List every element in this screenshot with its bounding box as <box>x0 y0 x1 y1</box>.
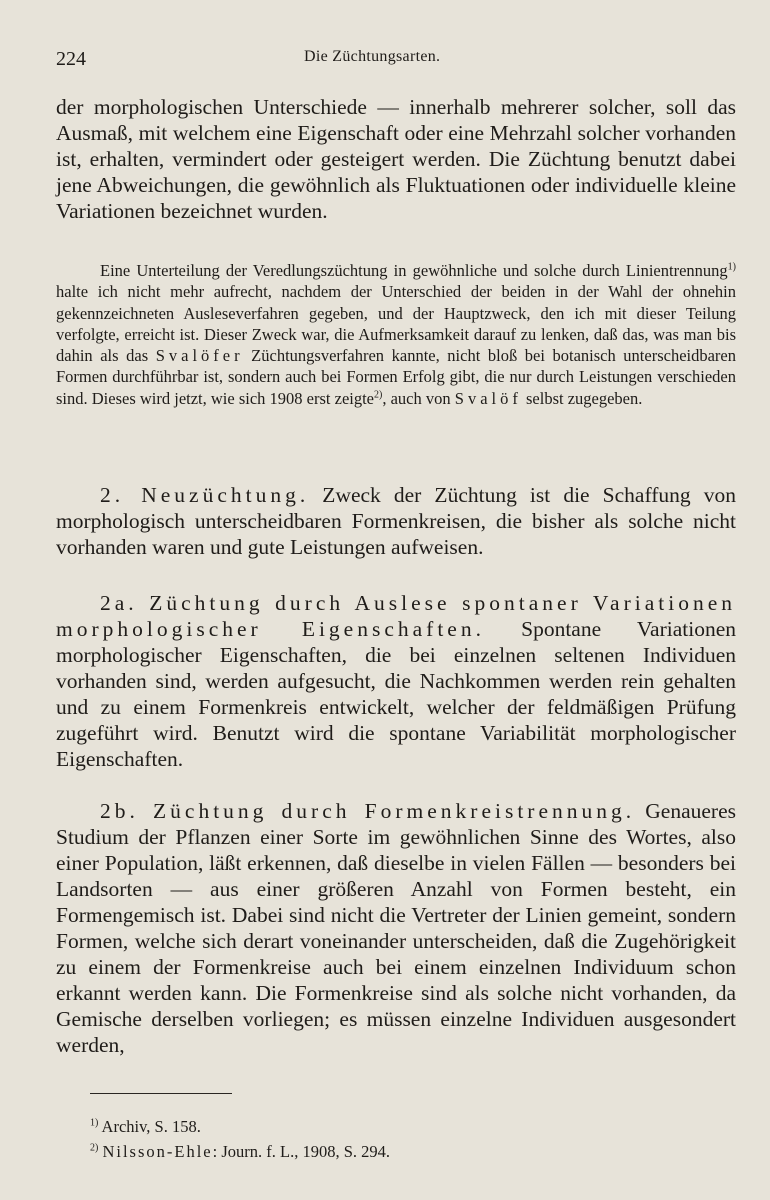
footnote-divider <box>90 1093 232 1094</box>
note-text-5: selbst zugegeben. <box>521 388 643 408</box>
running-title: Die Züchtungsarten. <box>304 48 441 65</box>
intro-paragraph: der morphologischen Unterschiede — innerhalb mehrerer solcher, soll das Ausmaß, mit welchem eine Eigenschaft oder eine Mehrzahl solcher vorhanden ist, erhalten, vermindert oder gesteigert werden. Die Züchtung benutzt dabei jene Abweichungen, die gewöhnlich als Fluktuationen oder individuelle kleine Variationen bezeichnet wurden. <box>56 95 736 223</box>
footnote-2-marker: 2) <box>90 1142 99 1154</box>
footnote-2-author: Nilsson-Ehle <box>102 1142 213 1161</box>
section-2-heading: 2. Neuzüchtung. <box>100 483 310 507</box>
footnote-2 <box>90 1139 690 1164</box>
note-svaloef: Svalöf <box>454 388 522 408</box>
section-2a-paragraph <box>56 590 736 772</box>
section-2-paragraph <box>56 482 736 560</box>
footnote-2-text: : Journ. f. L., 1908, S. 294. <box>212 1142 391 1161</box>
note-text-1: Eine Unterteilung der Veredlungszüchtung in gewöhnliche und solche durch Linientrennung <box>100 261 728 280</box>
note-text-4: , auch von <box>382 388 455 408</box>
note-paragraph <box>56 260 736 409</box>
page-number: 224 <box>56 48 86 70</box>
note-text-3: Züchtungsverfahren kannte, nicht bloß bei botanisch unterscheidbaren Formen durchführbar ist, sondern auch bei Formen Erfolg gibt, die nur durch Leistungen verschieden sind. Dieses wird jetzt, wie sich 1908 erst zeigte <box>56 346 736 408</box>
page-header <box>56 48 736 74</box>
footnote-ref-2: 2) <box>374 389 383 401</box>
note-svaloefer: Svalöfer <box>155 346 244 366</box>
section-2a-heading: 2a. Züchtung durch Auslese spontaner Variationen morphologischer Eigenschaften. <box>56 591 736 641</box>
footnote-ref-1: 1) <box>727 261 736 273</box>
section-2b-heading: 2b. Züchtung durch Formenkreistrennung. <box>100 799 636 823</box>
footnote-1 <box>90 1114 690 1139</box>
section-2a-text: Spontane Variationen morphologischer Eigenschaften, die bei einzelnen seltenen Individuen vorhanden sind, werden aufgesucht, die Nachkommen werden rein gehalten und zu einem Formenkreis entwickelt, welcher der feldmäßigen Prüfung zugeführt wird. Benutzt wird die spontane Variabilität morphologischer Eigenschaften. <box>56 617 736 771</box>
note-text-2: halte ich nicht mehr aufrecht, nachdem der Unterschied der beiden in der Wahl der ohnehin gekennzeichneten Ausleseverfahren gegeben, und der Hauptzweck, den ich mit dieser Teilung verfolgte, erreicht ist. Dieser Zweck war, die Aufmerksamkeit darauf zu lenken, daß das, was man bis dahin als das <box>56 282 736 366</box>
footnote-1-text: Archiv, S. 158. <box>98 1117 201 1136</box>
footnotes <box>90 1114 690 1164</box>
section-2b-paragraph <box>56 798 736 1058</box>
section-2-text: Zweck der Züchtung ist die Schaffung von morphologisch unterscheidbaren Formenkreisen, die bisher als solche nicht vorhanden waren und gute Leistungen aufweisen. <box>56 483 736 559</box>
footnote-1-marker: 1) <box>90 1117 99 1129</box>
section-2b-text: Genaueres Studium der Pflanzen einer Sorte im gewöhnlichen Sinne des Wortes, also einer Population, läßt erkennen, daß dieselbe in vielen Fällen — besonders bei Landsorten — aus einer größeren Anzahl von Formen besteht, ein Formengemisch ist. Dabei sind nicht die Vertreter der Linien gemeint, sondern Formen, welche sich derart voneinander unterscheiden, daß die Zugehörigkeit zu einem der Formenkreise auch bei einem einzelnen Individuum schon erkannt werden kann. Die Formenkreise sind als solche nicht vorhanden, da Gemische derselben vorliegen; es müssen einzelne Individuen ausgesondert werden, <box>56 799 736 1057</box>
